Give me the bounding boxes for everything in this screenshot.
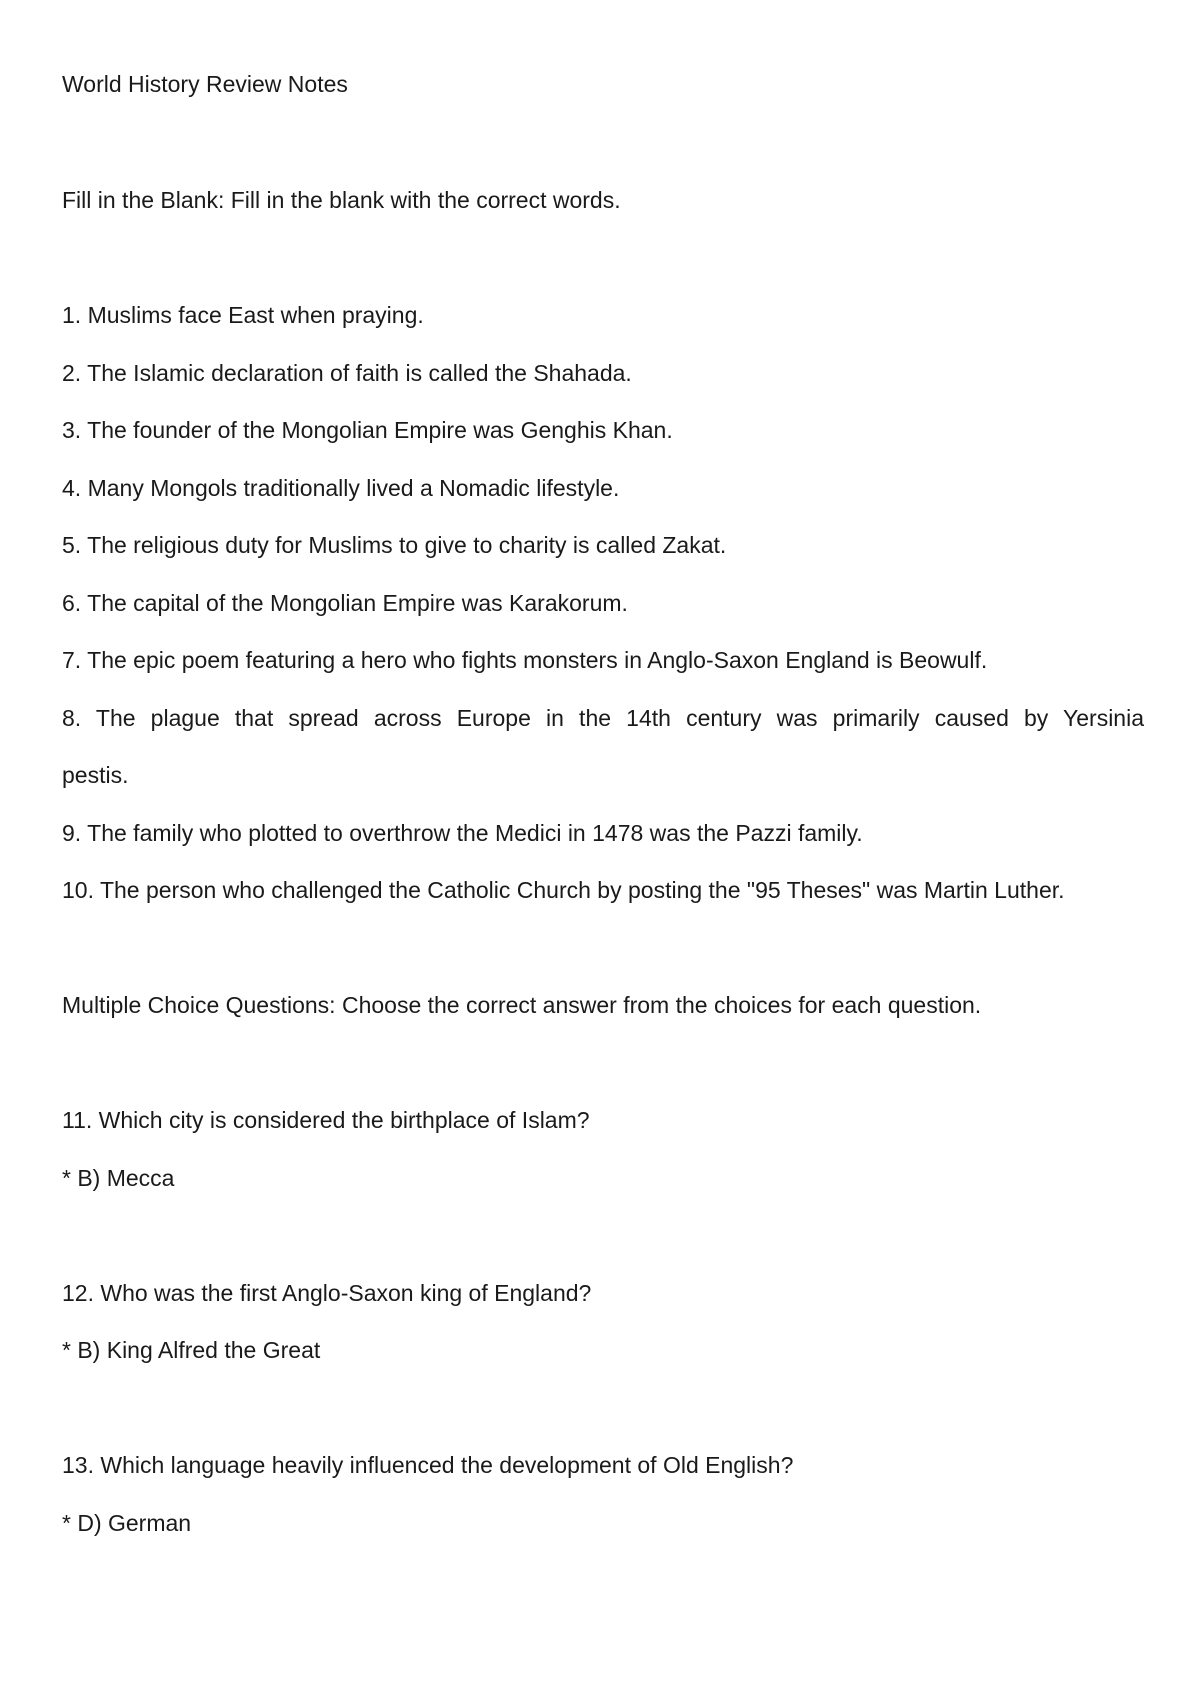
fill-blank-item-1: 1. Muslims face East when praying. xyxy=(62,302,424,328)
fill-blank-item-10: 10. The person who challenged the Catholic Church by posting the "95 Theses" was Martin Luther. xyxy=(62,877,1065,903)
document-title: World History Review Notes xyxy=(62,71,348,97)
fill-blank-item-8-continued: pestis. xyxy=(62,762,129,788)
mc-question-13: 13. Which language heavily influenced the development of Old English? xyxy=(62,1452,794,1478)
fill-blank-item-8: 8. The plague that spread across Europe in the 14th century was primarily caused by Yersinia xyxy=(62,705,1144,731)
mc-answer-11: * B) Mecca xyxy=(62,1165,175,1191)
mc-question-11: 11. Which city is considered the birthplace of Islam? xyxy=(62,1107,590,1133)
fill-blank-item-4: 4. Many Mongols traditionally lived a Nomadic lifestyle. xyxy=(62,475,620,501)
mc-question-12: 12. Who was the first Anglo-Saxon king of England? xyxy=(62,1280,592,1306)
fill-blank-item-6: 6. The capital of the Mongolian Empire was Karakorum. xyxy=(62,590,628,616)
fill-blank-item-2: 2. The Islamic declaration of faith is called the Shahada. xyxy=(62,360,632,386)
mc-answer-12: * B) King Alfred the Great xyxy=(62,1337,321,1363)
multiple-choice-instructions: Multiple Choice Questions: Choose the correct answer from the choices for each question. xyxy=(62,992,982,1018)
fill-blank-item-7: 7. The epic poem featuring a hero who fights monsters in Anglo-Saxon England is Beowulf. xyxy=(62,647,988,673)
fill-blank-instructions: Fill in the Blank: Fill in the blank with the correct words. xyxy=(62,187,621,213)
fill-blank-item-9: 9. The family who plotted to overthrow the Medici in 1478 was the Pazzi family. xyxy=(62,820,863,846)
fill-blank-item-3: 3. The founder of the Mongolian Empire was Genghis Khan. xyxy=(62,417,673,443)
fill-blank-item-5: 5. The religious duty for Muslims to give to charity is called Zakat. xyxy=(62,532,727,558)
mc-answer-13: * D) German xyxy=(62,1510,192,1536)
